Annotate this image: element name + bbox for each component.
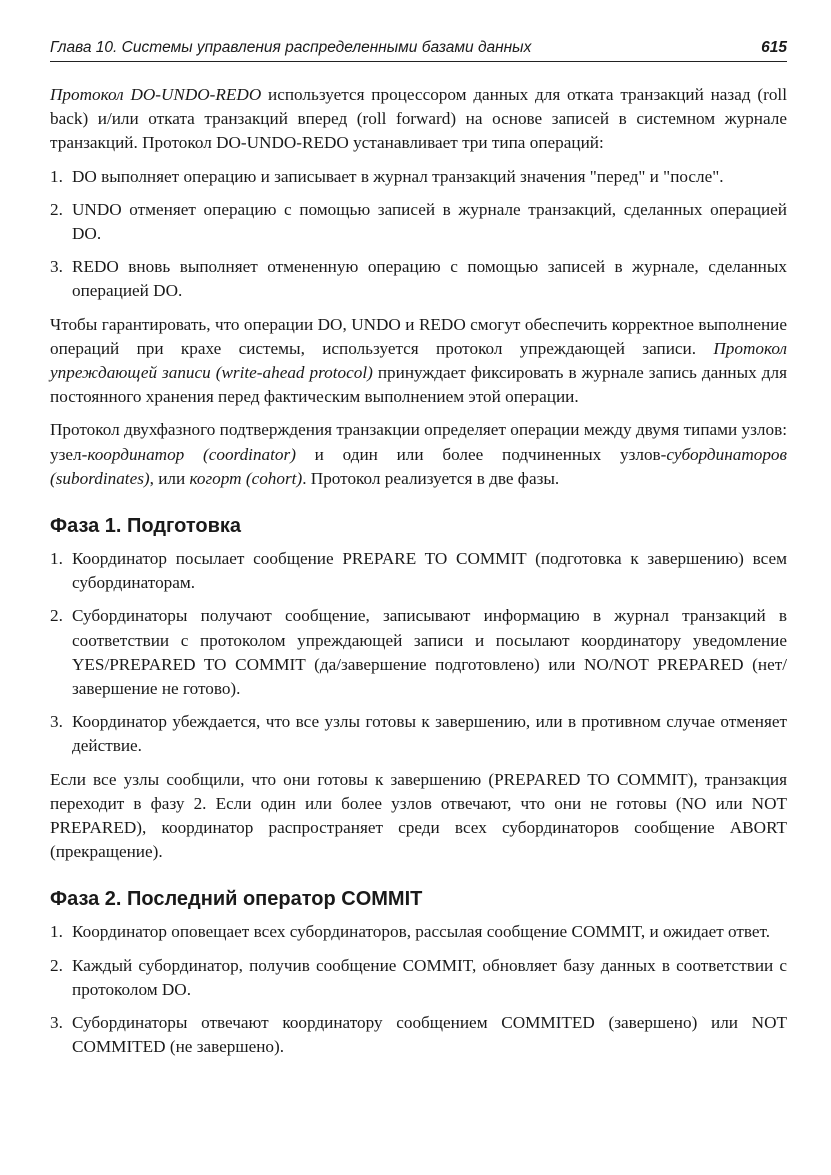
list-item xyxy=(50,710,787,758)
phase1-list xyxy=(50,547,787,759)
list-number: 2. xyxy=(50,606,63,626)
list-number: 1. xyxy=(50,549,63,569)
list-text: Координатор убеждается, что все узлы готовы к завершению, или в противном случае отменяет действие. xyxy=(72,712,787,756)
list-text: Субординаторы получают сообщение, записывают информацию в журнал транзакций в соответствии с протоколом упреждающей записи и посылают координатору уведомление YES/PREPARED TO COMMIT (да/завершение подготовлено) или NO/NOT PREPARED (нет/завершение не готово). xyxy=(72,606,787,699)
intro-term: Протокол DO-UNDO-REDO xyxy=(50,85,262,104)
phase2-list xyxy=(50,920,787,1059)
list-number: 1. xyxy=(50,166,63,186)
intro-text: используется процессором данных для отката транзакций назад (roll back) и/или отката транзакций вперед (roll forward) на основе записей в системном журнале транзакций. Протокол DO-UNDO-REDO устанавливает три типа операций: xyxy=(50,85,787,153)
list-text: REDO вновь выполняет отмененную операцию с помощью записей в журнале, сделанных операцией DO. xyxy=(72,257,787,301)
list-text: UNDO отменяет операцию с помощью записей в журнале транзакций, сделанных операцией DO. xyxy=(72,199,787,244)
paragraph-text: Протокол двухфазного подтверждения транзакции определяет операции между двумя типами узлов: узел- xyxy=(50,420,787,464)
paragraph-text: принуждает фиксировать в журнале запись данных для постоянного хранения перед фактическим выполнением этой операции. xyxy=(50,363,787,407)
paragraph-text: . Протокол реализуется в две фазы. xyxy=(302,468,560,488)
list-item xyxy=(50,255,787,303)
cohort-term: когорт (cohort) xyxy=(189,468,303,488)
page-number: 615 xyxy=(761,39,787,56)
list-text: Координатор оповещает всех субординаторов, рассылая сообщение COMMIT, и ожидает ответ. xyxy=(72,922,771,942)
list-item xyxy=(50,920,787,944)
two-phase-paragraph xyxy=(50,418,787,491)
list-number: 3. xyxy=(50,712,63,732)
list-text: Координатор посылает сообщение PREPARE TO COMMIT (подготовка к завершению) всем субординаторам. xyxy=(72,549,787,593)
phase1-summary-paragraph: Если все узлы сообщили, что они готовы к завершению (PREPARED TO COMMIT), транзакция переходит в фазу 2. Если один или более узлов отвечают, что они не готовы (NO или NOT PREPARED), координатор распространяет среди всех субординаторов сообщение ABORT (прекращение). xyxy=(50,769,787,862)
coordinator-term: координатор (coordinator) xyxy=(87,444,296,464)
paragraph-text: Чтобы гарантировать, что операции DO, UNDO и REDO смогут обеспечить корректное выполнение операций при крахе системы, используется протокол упреждающей записи. xyxy=(50,314,787,358)
list-text: Каждый субординатор, получив сообщение COMMIT, обновляет базу данных в соответствии с протоколом DO. xyxy=(72,955,787,999)
list-number: 3. xyxy=(50,257,63,277)
list-item xyxy=(50,547,787,595)
list-number: 2. xyxy=(50,199,63,219)
list-number: 3. xyxy=(50,1013,63,1033)
list-item xyxy=(50,954,787,1002)
list-number: 1. xyxy=(50,922,63,942)
list-item xyxy=(50,198,787,246)
list-item xyxy=(50,165,787,189)
list-text: DO выполняет операцию и записывает в журнал транзакций значения "перед" и "после". xyxy=(72,166,724,186)
subordinates-term: субординаторов (subordinates) xyxy=(50,444,787,488)
running-header xyxy=(50,38,787,62)
list-text: Субординаторы отвечают координатору сообщением COMMITED (завершено) или NOT COMMITED (не завершено). xyxy=(72,1013,787,1057)
intro-paragraph xyxy=(50,83,787,156)
phase1-heading: Фаза 1. Подготовка xyxy=(50,515,242,538)
operations-list xyxy=(50,165,787,304)
list-number: 2. xyxy=(50,955,63,975)
write-ahead-term: Протокол упреждающей записи (write-ahead protocol) xyxy=(50,338,787,383)
chapter-title: Глава 10. Системы управления распределенными базами данных xyxy=(50,39,532,56)
write-ahead-paragraph xyxy=(50,313,787,410)
paragraph-text: , или xyxy=(149,468,190,488)
paragraph-text: и один или более подчиненных узлов- xyxy=(295,444,667,464)
book-page xyxy=(50,38,787,1069)
list-item xyxy=(50,1011,787,1059)
list-item xyxy=(50,604,787,701)
phase2-heading: Фаза 2. Последний оператор COMMIT xyxy=(50,888,423,911)
